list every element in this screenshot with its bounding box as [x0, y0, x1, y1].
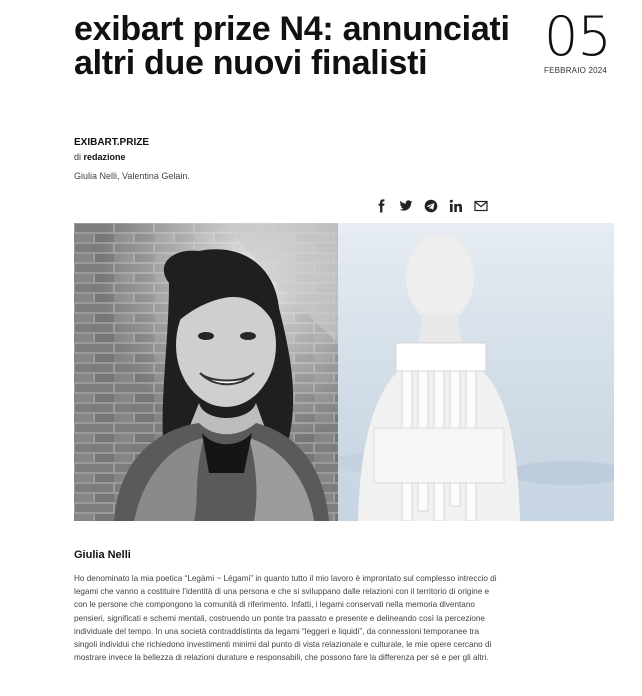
share-bar — [374, 198, 488, 214]
photo-credits: Giulia Nelli, Valentina Gelain. — [74, 171, 190, 181]
category-link[interactable]: EXIBART.PRIZE — [74, 137, 150, 148]
telegram-icon[interactable] — [424, 199, 438, 213]
byline — [74, 152, 126, 162]
author-link[interactable]: redazione — [83, 152, 126, 162]
performance-photo — [338, 223, 614, 521]
twitter-icon[interactable] — [399, 199, 413, 213]
date-day: 05 — [544, 5, 611, 68]
portrait-photo — [74, 223, 338, 521]
article-title: exibart prize N4: annunciati altri due nuovi finalisti — [74, 10, 510, 82]
facebook-icon[interactable] — [374, 199, 388, 213]
section-title: Giulia Nelli — [74, 549, 131, 561]
byline-prefix: di — [74, 152, 82, 162]
mail-icon[interactable] — [474, 199, 488, 213]
linkedin-icon[interactable] — [449, 199, 463, 213]
body-paragraph: Ho denominato la mia poetica “Legàmi ~ Légami” in quanto tutto il mio lavoro è improntato sul complesso intreccio di legami che vanno a costituire l’identità di una persona e che si sviluppano dalle relazioni con il territorio di origine e con le persone che compongono la comunità di riferimento. Infatti, i legami conservati nella memoria diventano pensieri, significati e schemi mentali, costruendo un ponte tra passato e presente e delineando così la percezione individuale del tempo. In una società contraddistinta da legami “leggeri e liquidi”, da connessioni temporanee tra singoli individui che richiedono investimenti minimi dal punto di vista relazionale e culturale, le mie opere cercano di mostrare invece la bellezza di relazioni durature e responsabili, che possono fare la differenza per sé e per gli altri. — [74, 574, 497, 663]
date-month-year: FEBBRAIO 2024 — [544, 66, 608, 75]
